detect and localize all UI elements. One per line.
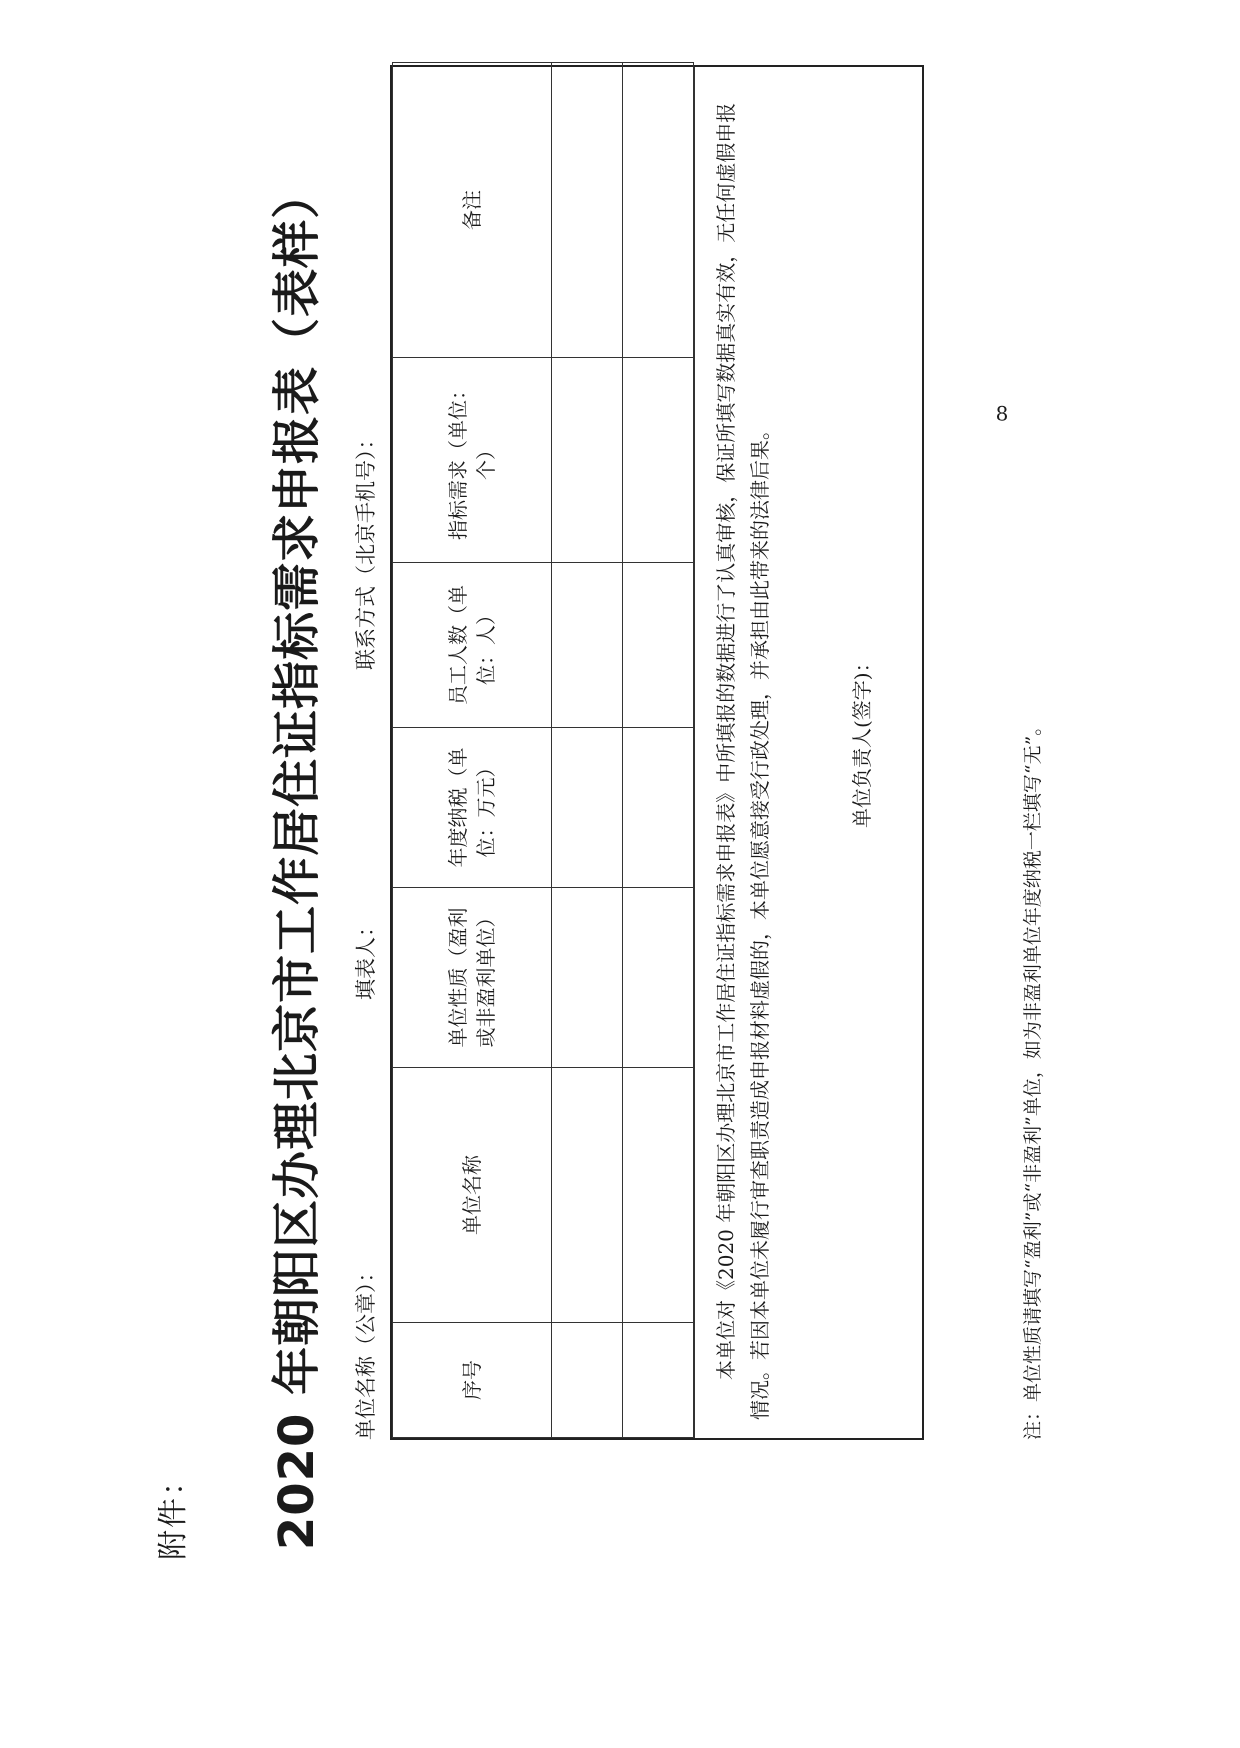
table-cell[interactable]: [623, 358, 694, 563]
attachment-label: 附件：: [156, 1464, 191, 1560]
table-cell[interactable]: [552, 1323, 623, 1438]
table-cell[interactable]: [552, 563, 623, 728]
table-row: [623, 63, 694, 1438]
filler-label: 填表人：: [354, 916, 378, 1000]
header-unit-type: 单位性质（盈利或非盈利单位）: [393, 888, 552, 1068]
form-title: 2020 年朝阳区办理北京市工作居住证指标需求申报表（表样）: [269, 169, 325, 1551]
header-remarks: 备注: [393, 63, 552, 358]
table-header-row: [393, 63, 552, 1438]
table-cell[interactable]: [552, 63, 623, 358]
header-employee-count: 员工人数（单位：人）: [393, 563, 552, 728]
declaration-box: [694, 67, 922, 1438]
table-cell[interactable]: [623, 63, 694, 358]
table-cell[interactable]: [623, 888, 694, 1068]
table-cell[interactable]: [623, 1323, 694, 1438]
unit-name-label: 单位名称（公章）：: [354, 1261, 378, 1440]
table-cell[interactable]: [552, 1068, 623, 1323]
table-cell[interactable]: [552, 358, 623, 563]
table-cell[interactable]: [552, 888, 623, 1068]
header-unit-name: 单位名称: [393, 1068, 552, 1323]
table-cell[interactable]: [552, 728, 623, 888]
header-serial: 序号: [393, 1323, 552, 1438]
page-number: 8: [995, 401, 1009, 426]
header-quota-demand: 指标需求（单位：个）: [393, 358, 552, 563]
application-table: [390, 65, 924, 1440]
rotated-form-sheet: [156, 102, 1080, 1600]
contact-label: 联系方式（北京手机号）：: [354, 428, 378, 670]
signature-label: 单位负责人(签字)：: [850, 652, 874, 828]
header-annual-tax: 年度纳税（单位：万元）: [393, 728, 552, 888]
footnote: 注：单位性质请填写“盈利”或“非盈利”单位，如为非盈利单位年度纳税一栏填写“无”。: [1022, 716, 1044, 1440]
table-row: [552, 63, 623, 1438]
table-cell[interactable]: [623, 728, 694, 888]
table-cell[interactable]: [623, 563, 694, 728]
table-cell[interactable]: [623, 1068, 694, 1323]
declaration-text: 本单位对《2020 年朝阳区办理北京市工作居住证指标需求申报表》中所填报的数据进行了认真审核，保证所填写数据真实有效，无任何虚假申报情况。若因本单位未履行审查职责造成申报材料虚假的，本单位愿意接受行政处理，并承担由此带来的法律后果。: [714, 102, 772, 1420]
